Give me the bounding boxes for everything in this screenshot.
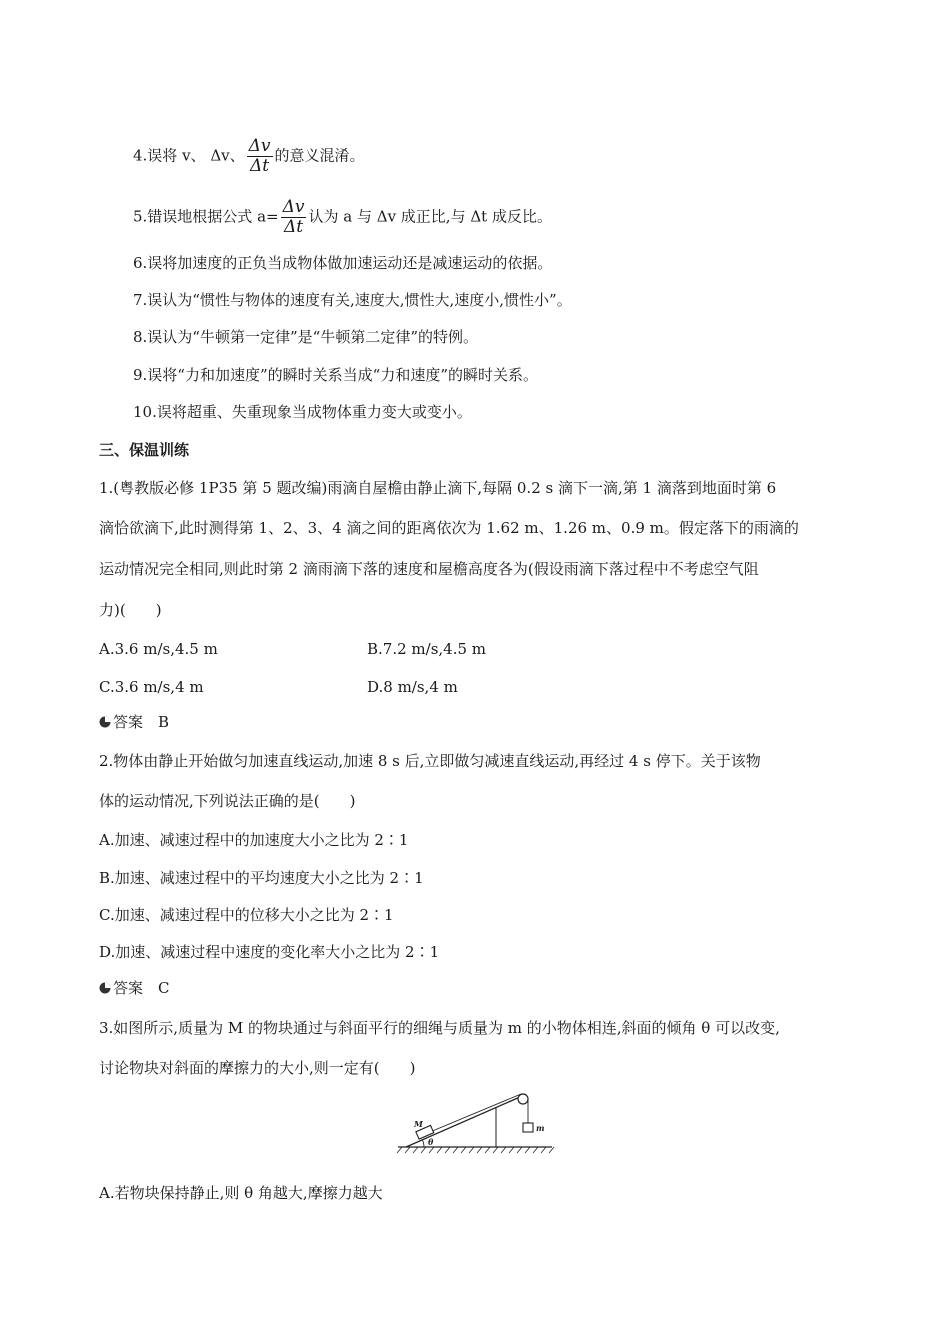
error-item-5-text: 5.错误地根据公式 a= xyxy=(133,207,279,226)
incline-pulley-figure xyxy=(396,1085,556,1155)
pulley xyxy=(518,1094,528,1104)
error-item-5 xyxy=(133,198,552,237)
q2-line-2: 体的运动情况,下列说法正确的是( ) xyxy=(99,792,356,810)
q3-line-2: 讨论物块对斜面的摩擦力的大小,则一定有( ) xyxy=(99,1059,416,1077)
answer-icon xyxy=(99,716,111,728)
label-theta: θ xyxy=(428,1137,434,1147)
error-item-6: 6.误将加速度的正负当成物体做加速运动还是减速运动的依据。 xyxy=(133,254,553,272)
angle-arc xyxy=(423,1140,425,1147)
q1-option-d: D.8 m/s,4 m xyxy=(367,678,458,696)
q1-answer-text: 答案 B xyxy=(113,713,170,731)
q1-option-b: B.7.2 m/s,4.5 m xyxy=(367,640,487,658)
answer-icon xyxy=(99,982,111,994)
error-item-10: 10.误将超重、失重现象当成物体重力变大或变小。 xyxy=(133,403,472,421)
label-M: M xyxy=(414,1119,423,1129)
q2-option-c: C.加速、减速过程中的位移大小之比为 2∶1 xyxy=(99,906,394,924)
section-title: 三、保温训练 xyxy=(99,441,190,459)
q1-answer xyxy=(99,712,169,732)
q1-line-2: 滴恰欲滴下,此时测得第 1、2、3、4 滴之间的距离依次为 1.62 m、1.26 m、0.9 m。假定落下的雨滴的 xyxy=(99,519,799,537)
rope-incline xyxy=(430,1094,521,1132)
q3-option-a: A.若物块保持静止,则 θ 角越大,摩擦力越大 xyxy=(99,1184,383,1202)
incline-surface xyxy=(406,1097,520,1147)
q2-line-1: 2.物体由静止开始做匀加速直线运动,加速 8 s 后,立即做匀减速直线运动,再经过 4 s 停下。关于该物 xyxy=(99,752,761,770)
q1-option-a: A.3.6 m/s,4.5 m xyxy=(99,640,218,658)
q2-answer xyxy=(99,978,169,998)
block-m xyxy=(523,1123,533,1132)
error-item-4-tail: 的意义混淆。 xyxy=(274,146,365,165)
ground xyxy=(397,1147,554,1153)
q1-option-c: C.3.6 m/s,4 m xyxy=(99,678,204,696)
q2-answer-text: 答案 C xyxy=(113,979,170,997)
fraction-denominator: Δt xyxy=(281,217,307,237)
q1-line-1: 1.(粤教版必修 1P35 第 5 题改编)雨滴自屋檐由静止滴下,每隔 0.2 s 滴下一滴,第 1 滴落到地面时第 6 xyxy=(99,479,777,497)
q2-option-d: D.加速、减速过程中速度的变化率大小之比为 2∶1 xyxy=(99,943,440,961)
q1-line-3: 运动情况完全相同,则此时第 2 滴雨滴下落的速度和屋檐高度各为(假设雨滴下落过程中不考虑空气阻 xyxy=(99,560,759,578)
fraction-dv-dt xyxy=(281,198,307,237)
error-item-4 xyxy=(133,137,365,176)
error-item-7: 7.误认为“惯性与物体的速度有关,速度大,惯性大,速度小,惯性小”。 xyxy=(133,291,572,309)
fraction-denominator: Δt xyxy=(247,156,273,176)
error-item-4-text: 4.误将 v、 Δv、 xyxy=(133,146,245,165)
q2-option-b: B.加速、减速过程中的平均速度大小之比为 2∶1 xyxy=(99,869,424,887)
q2-option-a: A.加速、减速过程中的加速度大小之比为 2∶1 xyxy=(99,831,409,849)
error-item-8: 8.误认为“牛顿第一定律”是“牛顿第二定律”的特例。 xyxy=(133,328,478,346)
fraction-dv-dt xyxy=(247,137,273,176)
error-item-9: 9.误将“力和加速度”的瞬时关系当成“力和速度”的瞬时关系。 xyxy=(133,366,538,384)
label-m: m xyxy=(536,1123,545,1133)
q3-line-1: 3.如图所示,质量为 M 的物块通过与斜面平行的细绳与质量为 m 的小物体相连,斜面的倾角 θ 可以改变, xyxy=(99,1019,780,1037)
fraction-numerator: Δv xyxy=(248,136,271,156)
fraction-numerator: Δv xyxy=(282,197,305,217)
q1-line-4: 力)( ) xyxy=(99,601,162,619)
error-item-5-tail: 认为 a 与 Δv 成正比,与 Δt 成反比。 xyxy=(308,207,552,226)
